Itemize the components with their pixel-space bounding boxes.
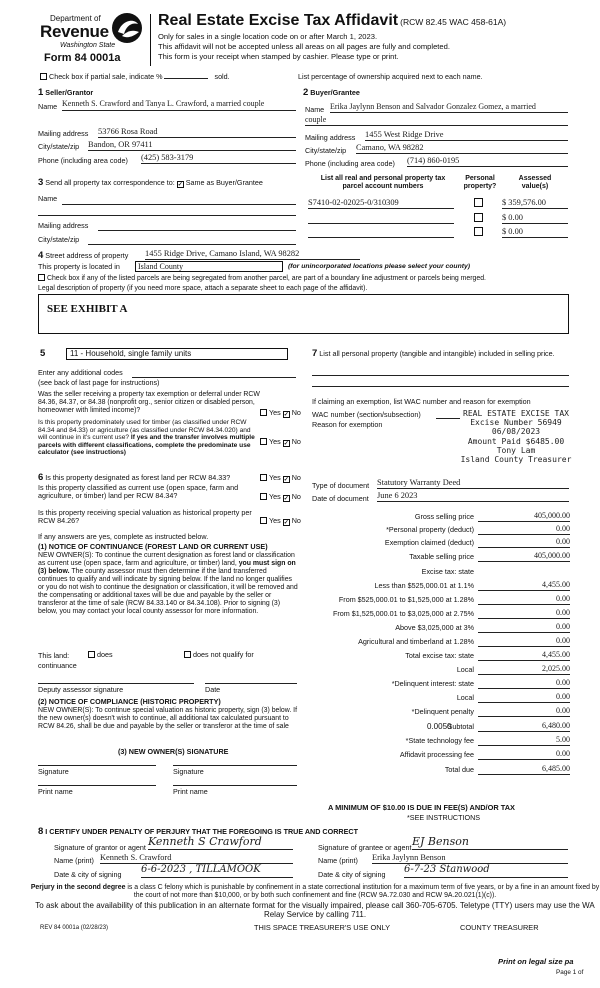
page-number: Page 1 of: [556, 969, 584, 976]
corr-city-field[interactable]: [88, 244, 296, 245]
correspondence-num: 3: [38, 177, 44, 188]
calc-row-label: Taxable selling price: [409, 552, 474, 561]
wa-state-text: Washington State: [60, 42, 116, 49]
grantee-date-label: Date & city of signing: [318, 870, 386, 879]
calc-row-label: *Delinquent interest: state: [391, 679, 474, 688]
calc-row-label: *Personal property (deduct): [386, 525, 474, 534]
buyer-city-label: City/state/zip: [305, 146, 347, 155]
street-address-field[interactable]: 1455 Ridge Drive, Camano Island, WA 98282: [145, 249, 360, 260]
grantor-date-label: Date & city of signing: [54, 870, 122, 879]
new-owner-signature-line-2[interactable]: [173, 765, 297, 766]
wac-label: WAC number (section/subsection): [312, 410, 421, 419]
calc-row-value[interactable]: 6,480.00: [478, 721, 570, 732]
historical-no-checkbox[interactable]: [283, 519, 290, 526]
corr-name-label: Name: [38, 194, 58, 203]
calc-row-value[interactable]: 0.00: [478, 706, 570, 717]
stamp-line5: Tony Lam: [496, 445, 536, 455]
street-num: 4: [38, 250, 44, 261]
historical-question: Is this property receiving special valuation as historical property per RCW 84.26?: [38, 508, 252, 526]
section6-num: 6: [38, 472, 44, 483]
exemption-claim-label: If claiming an exemption, list WAC number and reason for exemption: [312, 397, 531, 406]
unincorporated-note: (for unincorporated locations please select your county): [288, 263, 471, 270]
calc-row-value[interactable]: 0.00: [478, 692, 570, 703]
personal-property-line-1[interactable]: [312, 375, 569, 376]
form-title: [158, 12, 506, 30]
grantee-date-field[interactable]: 6-7-23 Stanwood: [404, 864, 568, 878]
forest-no-label: No: [291, 473, 301, 482]
notice3-title: (3) NEW OWNER(S) SIGNATURE: [118, 747, 229, 756]
partial-sale-percent-field[interactable]: [164, 78, 208, 79]
exemption-no-checkbox[interactable]: [283, 411, 290, 418]
stamp-line2: Excise Number 56949: [470, 418, 562, 428]
calc-row-label: From $525,000.01 to $1,525,000 at 1.28%: [338, 595, 474, 604]
timber-no-checkbox[interactable]: [283, 440, 290, 447]
grantee-sig-label: Signature of grantee or agent: [318, 843, 412, 852]
calc-row-value[interactable]: 4,455.00: [478, 650, 570, 661]
additional-codes-note: (see back of last page for instructions): [38, 378, 160, 387]
calc-row-label: Agricultural and timberland at 1.28%: [358, 637, 474, 646]
treasurer-stamp: [452, 409, 580, 464]
calc-row-value[interactable]: 0.00: [478, 594, 570, 605]
header-line1: Only for sales in a single location code on or after March 1, 2023.: [158, 32, 378, 41]
buyer-heading: [303, 88, 360, 99]
header-divider: [150, 14, 151, 66]
current-use-yes-no: [260, 493, 301, 502]
buyer-name-label: Name: [305, 105, 325, 114]
grantee-signature[interactable]: EJ Benson: [412, 836, 568, 850]
local-rate: 0.0050: [427, 722, 452, 731]
timber-yes-label: Yes: [269, 437, 281, 446]
historical-yes-no: [260, 517, 301, 526]
notice2-body: NEW OWNER(S): To continue special valuation as historic property, sign (3) below. If the new owner(s) doesn't wish to continue, all additional tax calculated pursuant to RCW 84.26, shall be due and payable by the seller or transferor at the time of sale: [38, 707, 298, 730]
certify-text: I CERTIFY UNDER PENALTY OF PERJURY THAT THE FOREGOING IS TRUE AND CORRECT: [45, 827, 358, 836]
title-citation: (RCW 82.45 WAC 458-61A): [400, 17, 507, 27]
section7-num: 7: [312, 348, 318, 359]
buyer-mailing-label: Mailing address: [305, 133, 356, 142]
seller-city-field[interactable]: Bandon, OR 97411: [88, 140, 296, 151]
grantor-date-field[interactable]: 6-6-2023 , TILLAMOOK: [141, 864, 293, 878]
parcel-col-header-l1: List all real and personal property tax: [320, 175, 446, 182]
grantee-name-label: Name (print): [318, 856, 358, 865]
calc-row-value[interactable]: 4,455.00: [478, 580, 570, 591]
dept-of-text: Department of: [50, 14, 101, 23]
correspondence-row: [38, 178, 263, 189]
calc-row-label: Exemption claimed (deduct): [384, 538, 474, 547]
calc-row-label: Affidavit processing fee: [399, 750, 474, 759]
calc-row-value[interactable]: 0.00: [478, 678, 570, 689]
doc-date-field[interactable]: June 6 2023: [377, 491, 569, 502]
revenue-text: Revenue: [40, 22, 109, 41]
treasurer-only: THIS SPACE TREASURER'S USE ONLY: [254, 923, 391, 932]
new-owner-signature-line-1[interactable]: [38, 765, 156, 766]
doc-type-field[interactable]: Statutory Warranty Deed: [377, 478, 569, 489]
see-instructions: *SEE INSTRUCTIONS: [407, 813, 481, 822]
notice1-body: [38, 552, 298, 616]
county-select[interactable]: Island County: [135, 261, 283, 272]
personal-property-checkbox[interactable]: [474, 198, 483, 207]
street-row: [38, 251, 128, 262]
seller-phone-field[interactable]: (425) 583-3179: [141, 153, 296, 164]
current-use-yes-checkbox[interactable]: [260, 493, 267, 500]
additional-codes-label: Enter any additional codes: [38, 368, 123, 377]
historical-no-label: No: [291, 516, 301, 525]
perjury-text: is a class C felony which is punishable by confinement in a state correctional institution for a maximum term of five years, or by a fine in an amount fixed by the court of not more than $10,000, or by both such confinement and fine (RCW 9A.72.030 and RCW 9A.20.021(1)(c)).: [127, 884, 600, 899]
notice2-title: (2) NOTICE OF COMPLIANCE (HISTORIC PROPERTY): [38, 697, 221, 706]
calc-row-label: Total excise tax: state: [405, 651, 474, 660]
seller-heading-num: 1: [38, 87, 44, 98]
does-option: [88, 651, 113, 659]
legal-size-note: Print on legal size pa: [498, 957, 574, 966]
seller-mailing-label: Mailing address: [38, 129, 89, 138]
calc-row-value[interactable]: 0.00: [478, 537, 570, 548]
corr-name-field-2[interactable]: [38, 215, 296, 216]
current-use-yes-label: Yes: [269, 492, 281, 501]
buyer-name-field[interactable]: Erika Jaylynn Benson and Salvador Gonzalez Gomez, a married: [330, 102, 568, 113]
rev-number: REV 84 0001a (02/28/23): [40, 925, 109, 931]
buyer-city-field[interactable]: Camano, WA 98282: [356, 143, 568, 154]
buyer-phone-field[interactable]: (714) 860-0195: [407, 156, 568, 167]
assessed-value-field[interactable]: $ 0.00: [502, 227, 568, 238]
perjury-note: [30, 884, 600, 899]
personal-col-header-l1: Personal: [465, 175, 495, 182]
section7-label: List all personal property (tangible and intangible) included in selling price.: [319, 349, 555, 358]
segregation-row: [38, 274, 486, 283]
segregation-label: Check box if any of the listed parcels are being segregated from another parcel, are part of a boundary line adjustment or parcels being merged.: [47, 275, 486, 282]
calc-row-value[interactable]: 2,025.00: [478, 664, 570, 675]
calc-row-value[interactable]: 405,000.00: [478, 511, 570, 522]
buyer-mailing-field[interactable]: 1455 West Ridge Drive: [365, 130, 568, 141]
use-code-select[interactable]: 11 - Household, single family units: [66, 348, 288, 360]
corr-city-label: City/state/zip: [38, 235, 80, 244]
title-text: Real Estate Excise Tax Affidavit: [158, 12, 399, 29]
assessed-col-header-l1: Assessed: [518, 175, 552, 182]
parcel-col-header: [308, 175, 458, 191]
calc-row-label: *Delinquent penalty: [411, 707, 474, 716]
if-yes-note: If any answers are yes, complete as instructed below.: [38, 532, 209, 541]
calc-row-value[interactable]: 6,485.00: [478, 764, 570, 775]
seller-heading-text: Seller/Grantor: [45, 88, 94, 97]
dor-logo: [40, 12, 148, 66]
reason-label: Reason for exemption: [312, 420, 383, 429]
street-label: Street address of property: [45, 251, 129, 260]
does-checkbox[interactable]: [88, 651, 95, 658]
continuance-label: continuance: [38, 661, 77, 670]
minimum-fee-note: A MINIMUM OF $10.00 IS DUE IN FEE(S) AND/OR TAX: [328, 803, 515, 812]
calc-row-value[interactable]: 0.00: [478, 622, 570, 633]
seller-city-label: City/state/zip: [38, 142, 80, 151]
section5-num: 5: [40, 348, 46, 359]
personal-property-checkbox[interactable]: [474, 213, 483, 222]
exemption-yes-label: Yes: [269, 408, 281, 417]
calc-row-value[interactable]: 0.00: [478, 749, 570, 760]
calc-row-value[interactable]: 5.00: [478, 735, 570, 746]
legal-label: Legal description of property (if you need more space, attach a separate sheet to each page of the affidavit).: [38, 285, 368, 292]
stamp-line6: Island County Treasurer: [460, 454, 572, 464]
stamp-line4: Amount Paid $6485.00: [467, 436, 565, 446]
perjury-bold: Perjury in the second degree: [30, 884, 126, 891]
legal-description-text: SEE EXHIBIT A: [47, 303, 128, 315]
deputy-signature-label: Deputy assessor signature: [38, 685, 124, 694]
calc-row-label: *State technology fee: [405, 736, 474, 745]
notice1-text-b: The county assessor must then determine if the land transferred continues to qualify and will indicate by signing below. If the land no longer qualifies or you do not wish to continue the designation or classification, it will be removed and the compensating or additional taxes will be due and payable by the seller or transferor at the time of sale (RCW 84.33.140 or 84.34.108). Prior to signing (3) below, you may contact your local county assessor for more information.: [38, 568, 298, 615]
parcel-number-field[interactable]: [308, 213, 454, 224]
located-label: This property is located in: [38, 262, 120, 271]
grantee-name-field[interactable]: Erika Jaylynn Benson: [372, 853, 568, 864]
timber-question-bold: If yes and the transfer involves multiple parcels with different classifications, complete the predominate use calculator (see instructions): [38, 434, 255, 457]
timber-question-text: Is this property predominately used for timber (as classified under RCW 84.34 and 84.33) or agriculture (as classified under RCW 84.34.020) and will continue in it's current use?: [38, 419, 251, 442]
corr-mailing-label: Mailing address: [38, 221, 89, 230]
assessed-value-field[interactable]: $ 0.00: [502, 213, 568, 224]
partial-sale-checkbox[interactable]: [40, 73, 47, 80]
partial-sale: [40, 73, 230, 81]
forest-yes-label: Yes: [269, 473, 281, 482]
stamp-line1: REAL ESTATE EXCISE TAX: [463, 409, 569, 418]
forest-question-text: Is this property designated as forest land per RCW 84.33?: [45, 473, 231, 482]
same-as-buyer-checkbox[interactable]: [177, 181, 184, 188]
personal-property-line-2[interactable]: [312, 386, 569, 387]
buyer-heading-text: Buyer/Grantee: [310, 88, 360, 97]
forest-no-checkbox[interactable]: [283, 476, 290, 483]
timber-no-label: No: [291, 437, 301, 446]
calc-row-value[interactable]: 405,000.00: [478, 551, 570, 562]
assessed-value-field[interactable]: $ 359,576.00: [502, 198, 568, 209]
seller-heading: [38, 88, 93, 99]
current-use-no-checkbox[interactable]: [283, 495, 290, 502]
current-use-no-label: No: [291, 492, 301, 501]
does-not-label: does not qualify for: [193, 650, 254, 659]
timber-yes-no: [260, 438, 301, 447]
section7-text: [312, 349, 570, 360]
new-owner-print-label-2: Print name: [173, 787, 208, 796]
parcel-col-header-l2: parcel account numbers: [342, 183, 424, 191]
assessed-col-header-l2: value(s): [521, 183, 549, 191]
notice1-text-a: NEW OWNER(S): To continue the current designation as forest land or classification as current use (open space, farm and agriculture, or timber) land,: [38, 552, 295, 567]
new-owner-print-label-1: Print name: [38, 787, 73, 796]
historical-yes-label: Yes: [269, 516, 281, 525]
calc-row-label: Above $3,025,000 at 3%: [395, 623, 474, 632]
doc-type-label: Type of document: [312, 481, 370, 490]
parcel-number-field[interactable]: [308, 227, 454, 238]
seller-phone-label: Phone (including area code): [38, 156, 128, 165]
does-label: does: [97, 650, 113, 659]
stamp-line3: 06/08/2023: [491, 427, 541, 437]
county-treasurer: COUNTY TREASURER: [460, 923, 539, 932]
deputy-date-label: Date: [205, 685, 221, 694]
header-line3: This form is your receipt when stamped by cashier. Please type or print.: [158, 52, 399, 61]
does-not-checkbox[interactable]: [184, 651, 191, 658]
ownership-note: List percentage of ownership acquired next to each name.: [298, 72, 483, 81]
dor-swirl-icon: [110, 12, 144, 44]
calc-row-value[interactable]: 0.00: [478, 636, 570, 647]
historical-yes-checkbox[interactable]: [260, 517, 267, 524]
grantor-name-label: Name (print): [54, 856, 94, 865]
calc-row-value[interactable]: 0.00: [478, 608, 570, 619]
buyer-name-field-line2[interactable]: couple: [305, 115, 568, 126]
calc-row-label: Total due: [444, 765, 474, 774]
buyer-heading-num: 2: [303, 87, 309, 98]
header-line2: This affidavit will not be accepted unless all areas on all pages are fully and completed.: [158, 42, 450, 51]
section8-num: 8: [38, 826, 44, 837]
segregation-checkbox[interactable]: [38, 274, 45, 281]
accessibility-note: To ask about the availability of this publication in an alternate format for the visually impaired, please call 360-705-6705. Teletype (TTY) users may use the WA Relay Service by calling 711.: [35, 901, 595, 920]
personal-property-checkbox[interactable]: [474, 227, 483, 236]
notice1-title: (1) NOTICE OF CONTINUANCE (FOREST LAND OR CURRENT USE): [38, 542, 268, 551]
notice1-bold: you must sign on (3) below.: [38, 560, 296, 575]
doc-date-label: Date of document: [312, 494, 369, 503]
calc-row-label: Local: [456, 665, 474, 674]
grantor-name-field[interactable]: Kenneth S. Crawford: [100, 853, 293, 864]
calc-row-label: Subtotal: [447, 722, 474, 731]
legal-description-box[interactable]: [38, 294, 569, 334]
deputy-date-line[interactable]: [205, 683, 297, 684]
new-owner-signature-label-1: Signature: [38, 767, 69, 776]
calc-row-label: Less than $525,000.01 at 1.1%: [374, 581, 474, 590]
new-owner-signature-label-2: Signature: [173, 767, 204, 776]
calc-row-label: Excise tax: state: [421, 567, 474, 576]
does-not-option: [184, 651, 254, 659]
personal-col-header-l2: property?: [463, 183, 497, 191]
partial-sale-label: Check box if partial sale, indicate %: [49, 72, 163, 81]
seller-mailing-field[interactable]: 53766 Rosa Road: [98, 127, 296, 138]
same-as-buyer-label: Same as Buyer/Grantee: [185, 178, 263, 187]
corr-mailing-field[interactable]: [98, 230, 296, 231]
seller-name-label: Name: [38, 102, 58, 111]
partial-sale-sold: sold.: [214, 72, 230, 81]
exemption-question: Was the seller receiving a property tax exemption or deferral under RCW 84.36, 84.37, or 84.38 (nonprofit org., senior citizen or disabled person, homeowner with limited income)?: [38, 391, 260, 414]
form-number: Form 84 0001a: [44, 52, 121, 64]
grantor-sig-label: Signature of grantor or agent: [54, 843, 146, 852]
calc-row-label: Gross selling price: [414, 512, 474, 521]
calc-row-label: Local: [456, 693, 474, 702]
deputy-signature-line[interactable]: [38, 683, 194, 684]
correspondence-text: Send all property tax correspondence to:: [45, 178, 175, 187]
personal-col-header: [458, 175, 502, 191]
corr-name-field[interactable]: [62, 204, 296, 205]
exemption-yes-checkbox[interactable]: [260, 409, 267, 416]
exemption-yes-no: [260, 409, 301, 418]
new-owner-print-line-2[interactable]: [173, 785, 297, 786]
exemption-no-label: No: [291, 408, 301, 417]
calc-row-value[interactable]: 0.00: [478, 524, 570, 535]
parcel-number-field[interactable]: S7410-02-02025-0/310309: [308, 198, 454, 209]
forest-yes-checkbox[interactable]: [260, 474, 267, 481]
new-owner-print-line-1[interactable]: [38, 785, 156, 786]
timber-yes-checkbox[interactable]: [260, 438, 267, 445]
seller-name-field[interactable]: Kenneth S. Crawford and Tanya L. Crawford, a married couple: [62, 99, 296, 111]
assessed-col-header: [502, 175, 568, 191]
current-use-question: Is this property classified as current use (open space, farm and agriculture, or timber) land per RCW 84.34?: [38, 483, 239, 501]
timber-question: [38, 419, 260, 457]
grantor-signature[interactable]: Kenneth S Crawford: [148, 836, 293, 850]
this-land-label: This land:: [38, 651, 70, 660]
calc-row-label: From $1,525,000.01 to $3,025,000 at 2.75%: [332, 609, 474, 618]
forest-yes-no: [260, 474, 301, 483]
buyer-phone-label: Phone (including area code): [305, 159, 395, 168]
